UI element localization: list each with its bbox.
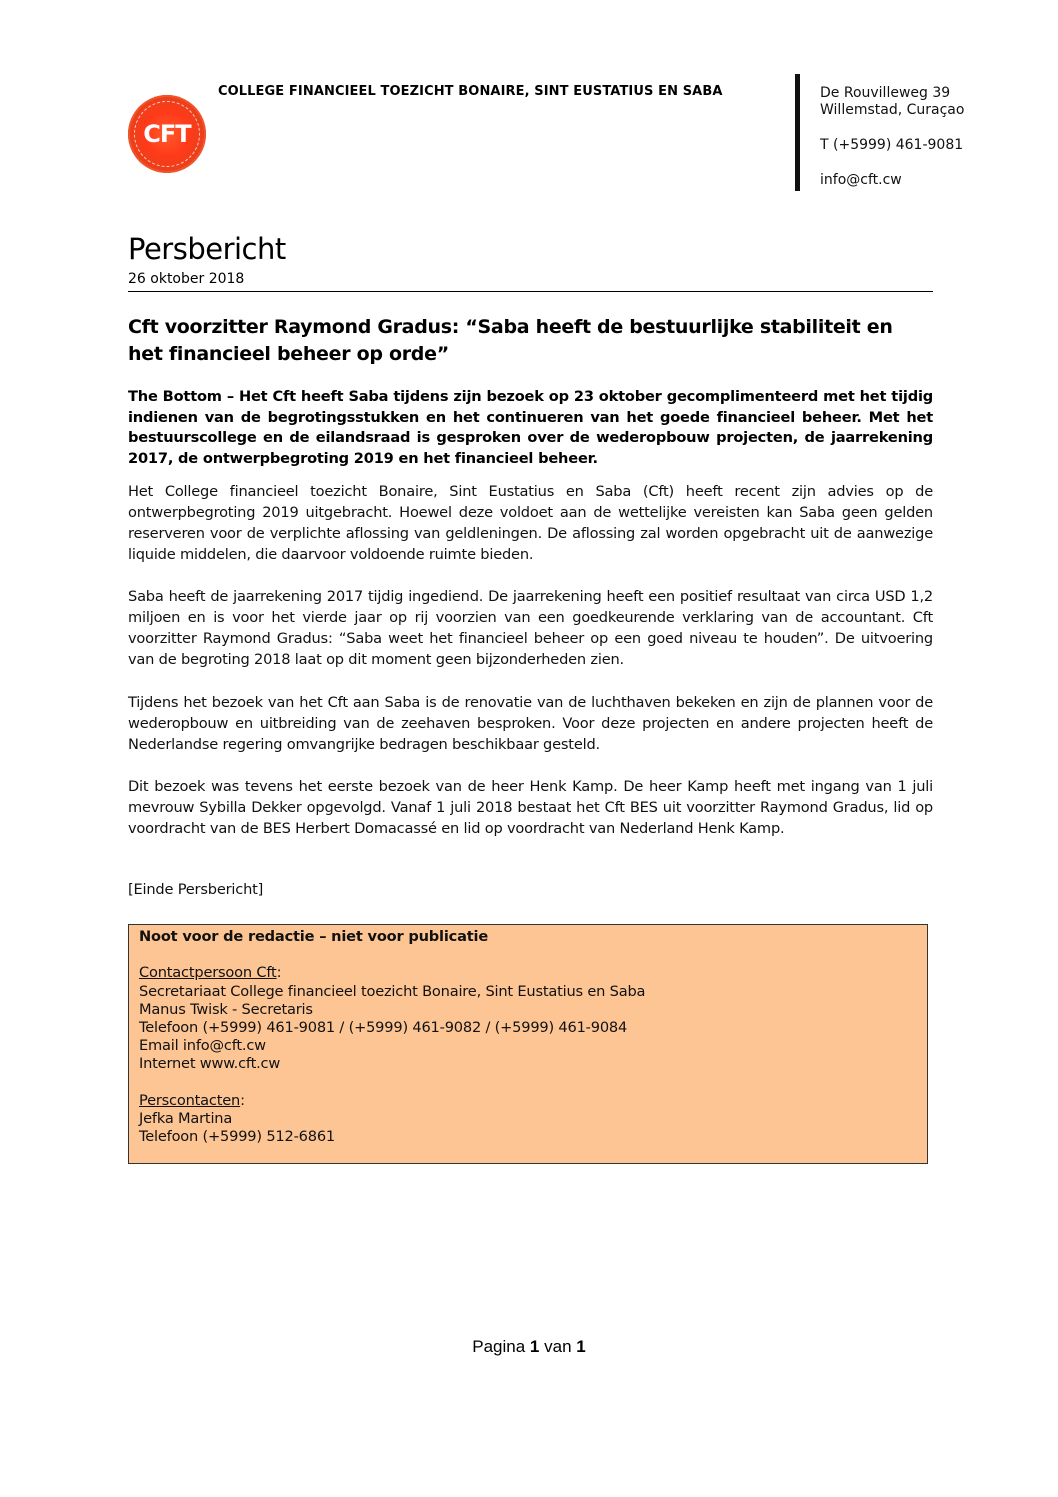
body-paragraph: Saba heeft de jaarrekening 2017 tijdig ingediend. De jaarrekening heeft een positief resultaat van circa USD 1,2 miljoen en is voor het vierde jaar op rij voorzien van een goedkeurende verklaring van de accountant. Cft voorzitter Raymond Gradus: “Saba weet het financieel beheer op een goed niveau te houden”. De uitvoering van de begroting 2018 laat op dit moment geen bijzonderheden zien.	[128, 588, 933, 668]
headline: Cft voorzitter Raymond Gradus: “Saba heeft de bestuurlijke stabiliteit en het financieel beheer op orde”	[128, 316, 893, 365]
contact-line: Telefoon (+5999) 461-9081 / (+5999) 461-9082 / (+5999) 461-9084	[139, 1019, 628, 1036]
contact-email[interactable]: Email info@cft.cw	[139, 1037, 266, 1055]
header-divider	[795, 74, 800, 191]
address-street: De Rouvilleweg 39	[820, 85, 951, 101]
address-email[interactable]: info@cft.cw	[820, 172, 902, 188]
document-date: 26 oktober 2018	[128, 271, 245, 287]
editor-note-box	[128, 924, 928, 1164]
page-prefix: Pagina	[472, 1337, 526, 1356]
body-paragraph: Het College financieel toezicht Bonaire, Sint Eustatius en Saba (Cft) heeft recent zijn advies op de ontwerpbegroting 2019 uitgebracht. Hoewel deze voldoet aan de wettelijke vereisten kan Saba geen gelden reserveren voor de verplichte aflossing van geldleningen. De aflossing zal worden opgebracht uit de aanwezige liquide middelen, die daarvoor voldoende ruimte bieden.	[128, 483, 933, 563]
organization-name: COLLEGE FINANCIEEL TOEZICHT BONAIRE, SINT EUSTATIUS EN SABA	[218, 84, 723, 99]
contact-website[interactable]: Internet www.cft.cw	[139, 1055, 281, 1073]
address-phone: T (+5999) 461-9081	[820, 137, 964, 153]
title-rule	[128, 291, 933, 292]
press-line: Telefoon (+5999) 512-6861	[139, 1128, 335, 1146]
contact-line: Manus Twisk - Secretaris	[139, 1000, 313, 1018]
press-line: Jefka Martina	[139, 1110, 233, 1127]
body-paragraph: Dit bezoek was tevens het eerste bezoek van de heer Henk Kamp. De heer Kamp heeft met ingang van 1 juli mevrouw Sybilla Dekker opgevolgd. Vanaf 1 juli 2018 bestaat het Cft BES uit voorzitter Raymond Gradus, lid op voordracht van de BES Herbert Domacassé en lid op voordracht van Nederland Henk Kamp.	[128, 778, 933, 837]
contact-heading-line: Contactpersoon Cft:	[139, 964, 282, 982]
lead-paragraph: The Bottom – Het Cft heeft Saba tijdens zijn bezoek op 23 oktober gecomplimenteerd met het tijdig indienen van de begrotingsstukken en het continueren van het goede financieel beheer. Met het bestuurscollege en de eilandsraad is gesproken over de wederopbouw projecten, de jaarrekening 2017, de ontwerpbegroting 2019 en het financieel beheer.	[128, 388, 933, 467]
end-marker: [Einde Persbericht]	[128, 881, 264, 898]
total-pages: 1	[576, 1337, 586, 1356]
page-separator: van	[544, 1337, 572, 1356]
address-city: Willemstad, Curaçao	[820, 102, 965, 118]
page-number	[0, 1337, 1058, 1357]
cft-logo	[128, 95, 206, 173]
press-heading-line: Perscontacten:	[139, 1091, 245, 1109]
contact-heading: Contactpersoon Cft	[139, 964, 277, 982]
document-type-title: Persbericht	[128, 232, 286, 266]
press-heading: Perscontacten	[139, 1091, 241, 1109]
contact-line: Secretariaat College financieel toezicht Bonaire, Sint Eustatius en Saba	[139, 982, 646, 1000]
logo-text: CFT	[143, 120, 191, 148]
body-paragraph: Tijdens het bezoek van het Cft aan Saba is de renovatie van de luchthaven bekeken en zijn de plannen voor de wederopbouw en uitbreiding van de zeehaven besproken. Voor deze projecten en andere projecten heeft de Nederlandse regering omvangrijke bedragen beschikbaar gesteld.	[128, 694, 933, 753]
note-title: Noot voor de redactie – niet voor publicatie	[139, 928, 489, 945]
current-page: 1	[529, 1337, 540, 1356]
